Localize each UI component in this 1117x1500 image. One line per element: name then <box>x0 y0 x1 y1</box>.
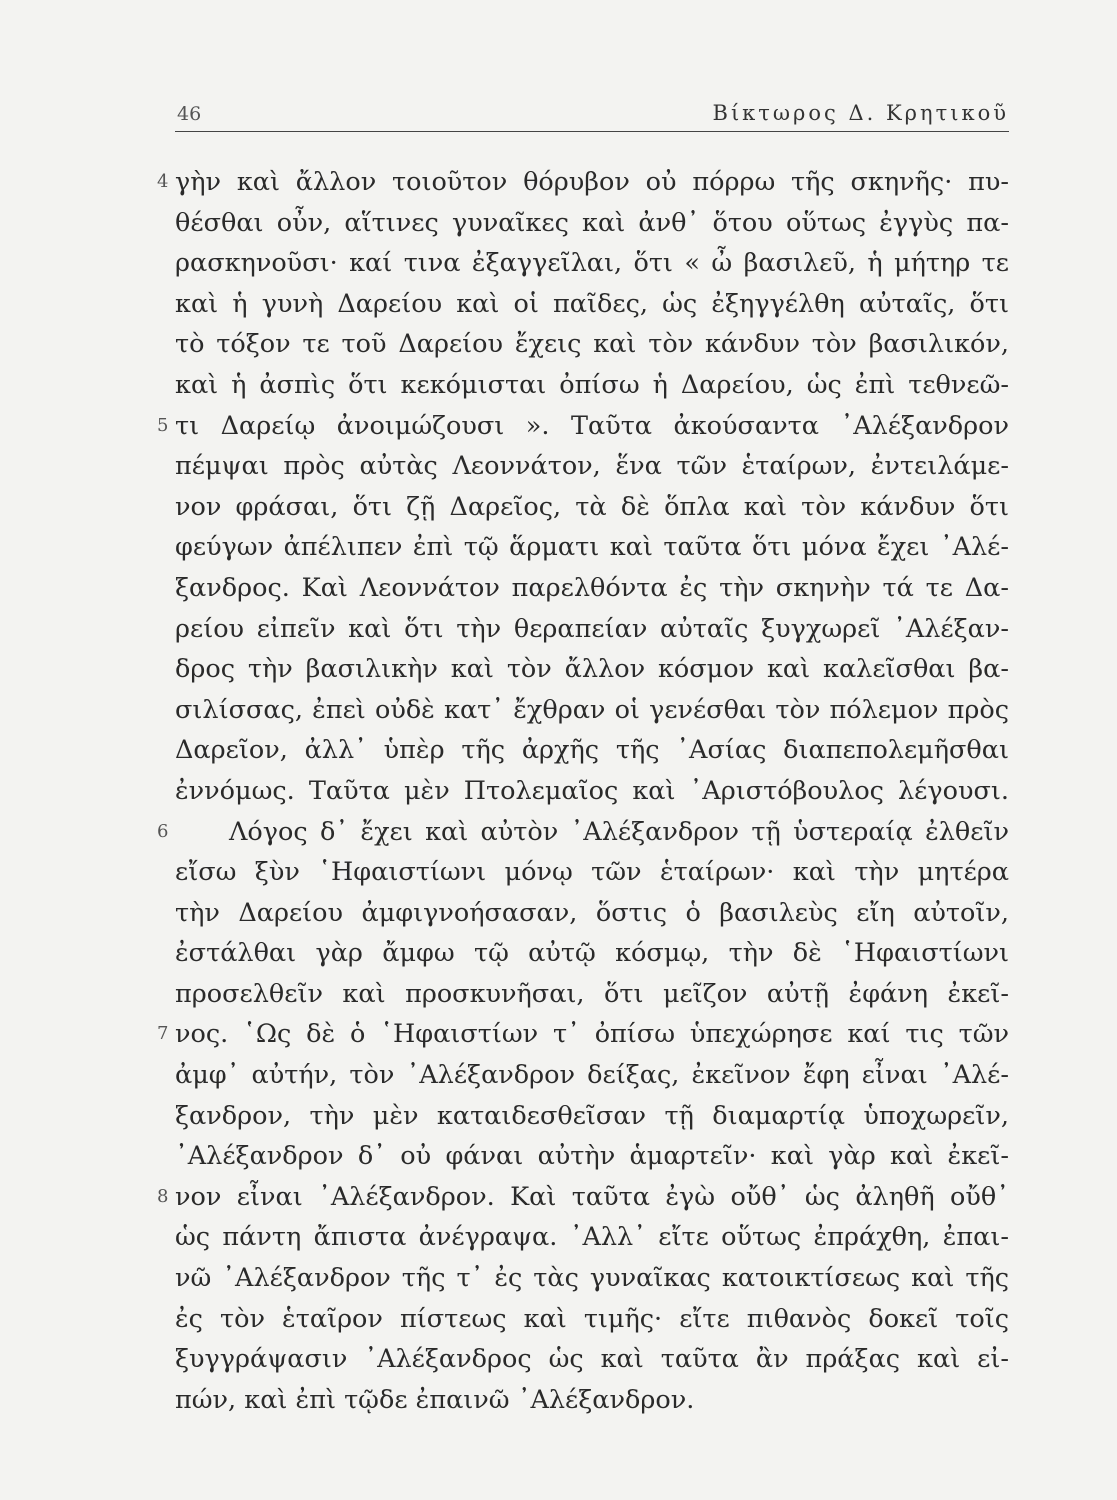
text-line <box>175 487 1009 528</box>
text-line <box>175 933 1009 974</box>
line-text: ἐς τὸν ἑταῖρον πίστεως καὶ τιμῆς· εἴτε πιθανὸς δοκεῖ τοῖς <box>175 1303 1009 1334</box>
text-line <box>175 609 1009 650</box>
line-text: ρασκηνοῦσι· καί τινα ἐξαγγεῖλαι, ὅτι « ὦ βασιλεῦ, ἡ μήτηρ τε <box>175 248 1009 279</box>
text-line <box>175 527 1009 568</box>
line-text: ἐννόμως. Ταῦτα μὲν Πτολεμαῖος καὶ ᾿Αριστόβουλος λέγουσι. <box>175 775 1009 806</box>
line-text: προσελθεῖν καὶ προσκυνῆσαι, ὅτι μεῖζον αὐτῇ ἐφάνη ἐκεῖ- <box>175 978 1009 1009</box>
line-text: γὴν καὶ ἄλλον τοιοῦτον θόρυβον οὐ πόρρω τῆς σκηνῆς· πυ- <box>175 167 1009 197</box>
line-text: πών, καὶ ἐπὶ τῷδε ἐπαινῶ ᾿Αλέξανδρον. <box>175 1384 695 1415</box>
line-text: θέσθαι οὖν, αἵτινες γυναῖκες καὶ ἀνθ᾽ ὅτου οὕτως ἐγγὺς πα- <box>175 207 1009 238</box>
line-text: νον εἶναι ᾿Αλέξανδρον. Καὶ ταῦτα ἐγὼ οὔθ᾽ ὡς ἀληθῆ οὔθ᾽ <box>175 1181 1009 1212</box>
section-marker: 4 <box>157 171 169 192</box>
line-text: ὡς πάντη ἄπιστα ἀνέγραψα. ᾿Αλλ᾽ εἴτε οὕτως ἐπράχθη, ἐπαι- <box>175 1222 1009 1253</box>
text-line <box>175 771 1009 812</box>
text-line <box>157 162 1009 203</box>
text-line <box>175 974 1009 1015</box>
line-text: καὶ ἡ ἀσπὶς ὅτι κεκόμισται ὀπίσω ἡ Δαρείου, ὡς ἐπὶ τεθνεῶ- <box>175 369 1009 400</box>
line-text: ἐστάλθαι γὰρ ἄμφω τῷ αὐτῷ κόσμῳ, τὴν δὲ ῾Ηφαιστίωνι <box>175 938 1009 969</box>
line-text: νον φράσαι, ὅτι ζῇ Δαρεῖος, τὰ δὲ ὅπλα καὶ τὸν κάνδυν ὅτι <box>175 491 1009 522</box>
line-text: ξανδρος. Καὶ Λεοννάτον παρελθόντα ἐς τὴν σκηνὴν τά τε Δα- <box>175 572 1009 603</box>
text-line <box>175 1258 1009 1299</box>
text-line <box>157 1177 1009 1218</box>
line-text: εἴσω ξὺν ῾Ηφαιστίωνι μόνῳ τῶν ἑταίρων· καὶ τὴν μητέρα <box>175 857 1009 888</box>
line-text: νῶ ᾿Αλέξανδρον τῆς τ᾽ ἐς τὰς γυναῖκας κατοικτίσεως καὶ τῆς <box>175 1263 1009 1294</box>
text-line <box>157 1014 1009 1055</box>
text-line <box>175 1217 1009 1258</box>
page-header <box>175 97 1009 132</box>
line-text: ᾿Αλέξανδρον δ᾽ οὐ φάναι αὐτὴν ἁμαρτεῖν· καὶ γὰρ καὶ ἐκεῖ- <box>175 1141 1009 1172</box>
line-text: τὴν Δαρείου ἀμφιγνοήσασαν, ὅστις ὁ βασιλεὺς εἴη αὐτοῖν, <box>175 897 1009 928</box>
line-text: Δαρεῖον, ἀλλ᾽ ὑπὲρ τῆς ἀρχῆς τῆς ᾿Ασίας διαπεπολεμῆσθαι <box>175 735 1009 766</box>
text-line <box>175 1055 1009 1096</box>
line-text: ξυγγράψασιν ᾿Αλέξανδρος ὡς καὶ ταῦτα ἂν πράξας καὶ εἰ- <box>175 1344 1009 1375</box>
page-number: 46 <box>177 103 202 125</box>
text-line <box>175 1380 1009 1421</box>
text-line <box>175 203 1009 244</box>
line-text: τὸ τόξον τε τοῦ Δαρείου ἔχεις καὶ τὸν κάνδυν τὸν βασιλικόν, <box>175 329 1009 360</box>
text-line <box>157 812 1009 853</box>
section-marker: 8 <box>157 1185 169 1207</box>
section-marker: 5 <box>157 414 169 436</box>
text-line <box>175 893 1009 934</box>
text-body <box>157 162 1009 1420</box>
text-line <box>175 690 1009 731</box>
text-line <box>175 324 1009 365</box>
text-line <box>175 1096 1009 1137</box>
text-line <box>175 568 1009 609</box>
text-line <box>175 852 1009 893</box>
text-line <box>175 1299 1009 1340</box>
line-text: νος. ῾Ως δὲ ὁ ῾Ηφαιστίων τ᾽ ὀπίσω ὑπεχώρησε καί τις τῶν <box>175 1019 1009 1050</box>
line-text: καὶ ἡ γυνὴ Δαρείου καὶ οἱ παῖδες, ὡς ἐξηγγέλθη αὐταῖς, ὅτι <box>175 288 1009 319</box>
text-line <box>175 1339 1009 1380</box>
running-head: Βίκτωρος Δ. Κρητικοῦ <box>712 101 1009 125</box>
line-text: ρείου εἰπεῖν καὶ ὅτι τὴν θεραπείαν αὐταῖς ξυγχωρεῖ ᾿Αλέξαν- <box>175 613 1009 644</box>
section-marker: 7 <box>157 1023 169 1045</box>
text-line <box>175 730 1009 771</box>
text-line <box>175 446 1009 487</box>
line-text: Λόγος δ᾽ ἔχει καὶ αὐτὸν ᾿Αλέξανδρον τῇ ὑστεραίᾳ ἐλθεῖν <box>229 816 1009 847</box>
line-text: δρος τὴν βασιλικὴν καὶ τὸν ἄλλον κόσμον καὶ καλεῖσθαι βα- <box>175 654 1009 685</box>
text-line <box>175 365 1009 406</box>
line-text: ἀμφ᾽ αὐτήν, τὸν ᾿Αλέξανδρον δείξας, ἐκεῖνον ἔφη εἶναι ᾿Αλέ- <box>175 1060 1009 1091</box>
line-text: πέμψαι πρὸς αὐτὰς Λεοννάτον, ἕνα τῶν ἑταίρων, ἐντειλάμε- <box>175 451 1009 482</box>
text-line <box>157 406 1009 447</box>
text-line <box>175 243 1009 284</box>
line-text: ξανδρον, τὴν μὲν καταιδεσθεῖσαν τῇ διαμαρτίᾳ ὑποχωρεῖν, <box>175 1100 1009 1131</box>
line-text: φεύγων ἀπέλιπεν ἐπὶ τῷ ἅρματι καὶ ταῦτα ὅτι μόνα ἔχει ᾿Αλέ- <box>175 532 1009 563</box>
text-line <box>175 1136 1009 1177</box>
text-line <box>175 284 1009 325</box>
line-text: σιλίσσας, ἐπεὶ οὐδὲ κατ᾽ ἔχθραν οἱ γενέσθαι τὸν πόλεμον πρὸς <box>175 694 1009 725</box>
line-text: τι Δαρείῳ ἀνοιμώζουσι ». Ταῦτα ἀκούσαντα ᾿Αλέξανδρον <box>175 410 1009 441</box>
text-line <box>175 649 1009 690</box>
section-marker: 6 <box>157 820 169 842</box>
